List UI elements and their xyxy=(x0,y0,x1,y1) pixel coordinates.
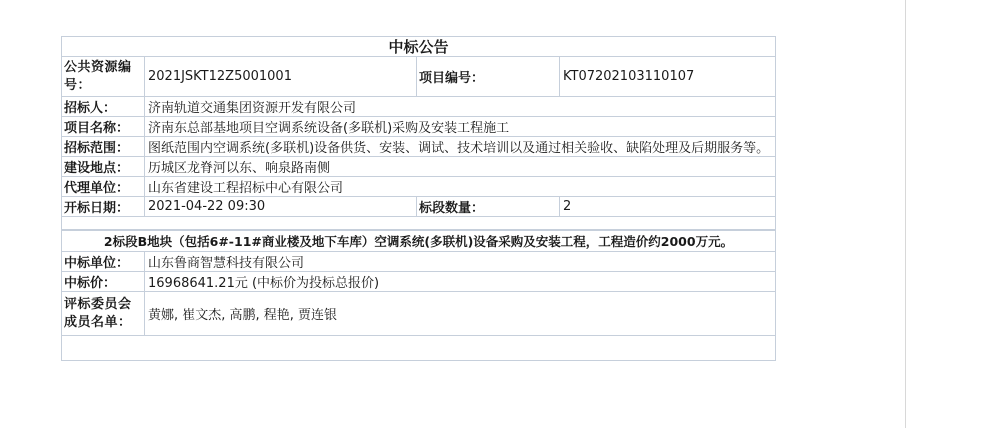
location-value: 历城区龙脊河以东、响泉路南侧 xyxy=(144,157,775,176)
tenderer-row xyxy=(62,97,775,117)
open-date-label: 开标日期： xyxy=(64,201,130,216)
open-date-row xyxy=(62,197,775,217)
tenderer-label: 招标人： xyxy=(64,101,117,116)
winner-row xyxy=(62,252,775,272)
committee-label: 评标委员会成员名单： xyxy=(64,296,132,330)
resource-no-label: 公共资源编号： xyxy=(64,59,132,93)
location-row xyxy=(62,157,775,177)
project-name-row xyxy=(62,117,775,137)
project-name-value: 济南东总部基地项目空调系统设备(多联机)采购及安装工程施工 xyxy=(144,117,775,136)
resource-no-value: 2021JSKT12Z5001001 xyxy=(144,57,416,96)
scope-row xyxy=(62,137,775,157)
agent-label: 代理单位： xyxy=(64,181,130,196)
price-row xyxy=(62,272,775,292)
price-label: 中标价： xyxy=(64,276,117,291)
tenderer-value: 济南轨道交通集团资源开发有限公司 xyxy=(144,97,775,116)
right-panel-divider xyxy=(905,0,906,428)
lot-count-label: 标段数量： xyxy=(416,197,559,216)
award-notice-table xyxy=(61,36,776,361)
winner-label: 中标单位： xyxy=(64,256,130,271)
price-value: 16968641.21元 (中标价为投标总报价) xyxy=(144,272,775,291)
open-date-value: 2021-04-22 09:30 xyxy=(144,197,416,216)
resource-no-row xyxy=(62,57,775,97)
scope-value: 图纸范围内空调系统(多联机)设备供货、安装、调试、技术培训以及通过相关验收、缺陷处理及后期服务等。 xyxy=(144,137,775,156)
project-name-label: 项目名称： xyxy=(64,121,130,136)
lot-heading: 2标段B地块（包括6#-11#商业楼及地下车库）空调系统(多联机)设备采购及安装工程，工程造价约2000万元。 xyxy=(62,230,775,252)
lot-count-value: 2 xyxy=(559,197,775,216)
agent-value: 山东省建设工程招标中心有限公司 xyxy=(144,177,775,196)
winner-value: 山东鲁商智慧科技有限公司 xyxy=(144,252,775,271)
spacer-row xyxy=(62,217,775,230)
empty-footer-row xyxy=(62,336,775,360)
page-title: 中标公告 xyxy=(62,37,775,57)
location-label: 建设地点： xyxy=(64,161,130,176)
committee-row xyxy=(62,292,775,336)
agent-row xyxy=(62,177,775,197)
project-no-label: 项目编号： xyxy=(416,57,559,96)
committee-value: 黄娜, 崔文杰, 高鹏, 程艳, 贾连银 xyxy=(144,292,775,335)
scope-label: 招标范围： xyxy=(64,141,130,156)
project-no-value: KT07202103110107 xyxy=(559,57,775,96)
